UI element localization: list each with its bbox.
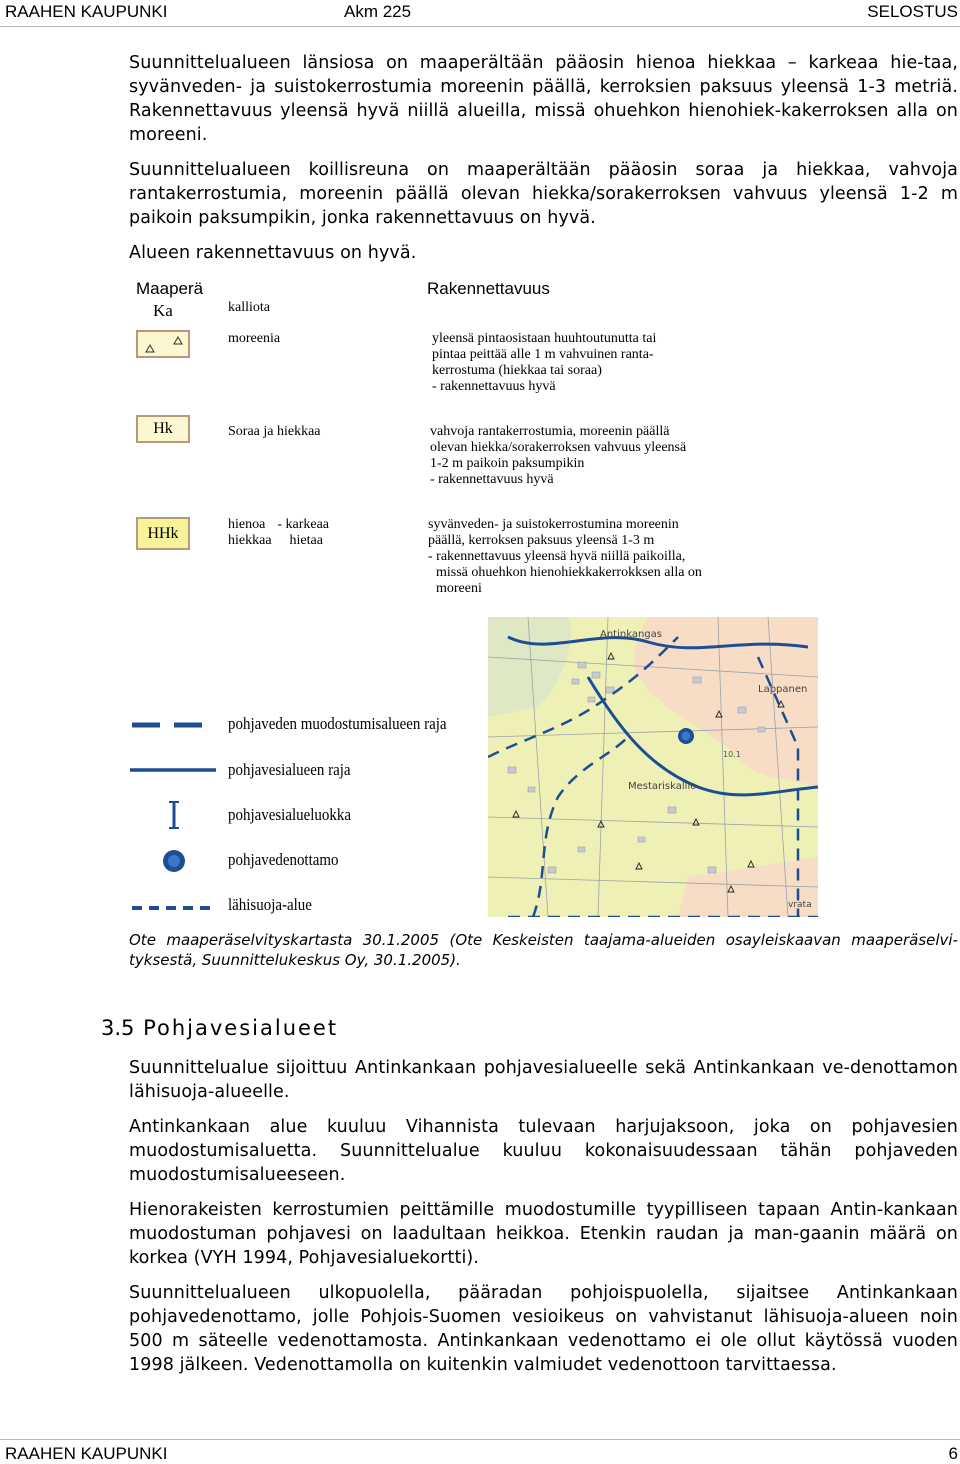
paragraph-northeast-soil: Suunnittelualueen koillisreuna on maaperältään pääosin soraa ja hiekkaa, vahvoja rantakerrostumia, moreenin päällä olevan hiekka/sorakerroksen vahvuus yleensä 1-2 m paikoin paksumpikin, jonka rakennettavuus on hyvä.	[129, 160, 958, 228]
legend-code-ka: Ka	[153, 301, 173, 320]
paragraph-groundwater-location: Suunnittelualue sijoittuu Antinkankaan pohjavesialueelle sekä Antinkankaan ve-denottamon lähisuoja-alueelle.	[129, 1058, 958, 1102]
paragraph-west-soil: Suunnittelualueen länsiosa on maaperältään pääosin hienoa hiekkaa – karkeaa hie-taa, syvänveden- ja suistokerrostumia moreenin päällä, kerroksien paksuus yleensä 1-3 metriä. Rakennettavuus yleensä hyvä niillä alueilla, missä ohuehkon hienohiek-kakerroksen alla on moreeni.	[129, 53, 958, 145]
groundwater-legend-label: pohjavesialueen raja	[228, 760, 351, 779]
triangle-symbols-icon	[138, 332, 188, 356]
paragraph-water-quality: Hienorakeisten kerrostumien peittämille muodostumille tyypilliseen tapaan Antin-kankaan muodostuman pohjavesi on laadultaan heikkoa. Etenkin raudan ja man-gaanin määrä on korkea (VYH 1994, Pohjavesialuekortti).	[129, 1200, 958, 1268]
section-heading	[101, 1016, 338, 1040]
legend-text-hhk: syvänveden- ja suistokerrostumina moreenin päällä, kerroksen paksuus yleensä 1-3 m - rakennettavuus yleensä hyvä niillä paikoilla, missä ohuehkon hienohiekkakerrokksen alla on moreeni	[428, 517, 702, 596]
legend-text-moreeni: yleensä pintaosistaan huuhtoutunutta tai pintaa peittää alle 1 m vahvuinen ranta- kerrostuma (hiekkaa tai soraa) - rakennettavuus hyvä	[432, 331, 657, 394]
groundwater-legend-symbols	[128, 700, 224, 920]
class-bar-icon	[169, 802, 179, 828]
groundwater-legend-label: pohjavesialueluokka	[228, 805, 351, 824]
groundwater-legend-label: pohjaveden muodostumisalueen raja	[228, 714, 447, 733]
figure-caption: Ote maaperäselvityskartasta 30.1.2005 (Ote Keskeisten taajama-alueiden osayleiskaavan maaperäselvi-tyksestä, Suunnittelukeskus Oy, 30.1.2005).	[129, 931, 958, 969]
hhk-swatch: HHk	[136, 517, 190, 550]
page-number: 6	[948, 1444, 958, 1463]
legend-label-ka: kalliota	[228, 300, 270, 315]
section-title: Pohjavesialueet	[143, 1016, 339, 1040]
legend-label-moreeni: moreenia	[228, 331, 281, 346]
groundwater-legend-label: pohjavedenottamo	[228, 850, 339, 869]
map-label: 10.1	[723, 750, 741, 759]
soil-map	[488, 617, 818, 917]
groundwater-legend-label: lähisuoja-alue	[228, 895, 312, 914]
map-label: Lappanen	[758, 684, 808, 695]
paragraph-ridge: Antinkankaan alue kuuluu Vihannista tulevaan harjujaksoon, joka on pohjavesien muodostumisaluetta. Suunnittelualue kuuluu kokonaisuudessaan tähän pohjaveden muodostumisalueeseen.	[129, 1117, 958, 1185]
header-document-id: Akm 225	[344, 2, 412, 21]
section-number: 3.5	[101, 1016, 135, 1040]
legend-heading-soil: Maaperä	[136, 279, 204, 298]
legend-label-hhk: hienoa - karkeaa hiekkaa hietaa	[228, 517, 330, 548]
header-section: SELOSTUS	[867, 2, 958, 21]
header-organization: RAAHEN KAUPUNKI	[5, 2, 168, 21]
legend-text-hk: vahvoja rantakerrostumia, moreenin päällä olevan hiekka/sorakerroksen vahvuus yleensä 1-2 m paikoin paksumpikin - rakennettavuus hyvä	[430, 424, 687, 487]
paragraph-water-intake: Suunnittelualueen ulkopuolella, pääradan pohjoispuolella, sijaitsee Antinkankaan pohjavedenottamo, jolle Pohjois-Suomen vesioikeus on vahvistanut lähisuoja-alueen noin 500 m säteelle vedenottamosta. Antinkankaan vedenottamo ei ole ollut käytössä vuoden 1998 jälkeen. Vedenottamolla on kuitenkin valmiudet vedenottoon tarvittaessa.	[129, 1283, 958, 1375]
legend-heading-buildability: Rakennettavuus	[427, 279, 550, 298]
map-label: Mestariskallio	[628, 781, 697, 792]
moreeni-swatch	[136, 330, 190, 358]
water-intake-icon	[163, 850, 185, 872]
legend-label-hk: Soraa ja hiekkaa	[228, 424, 321, 439]
paragraph-buildability: Alueen rakennettavuus on hyvä.	[129, 243, 417, 263]
page-header	[0, 0, 960, 27]
hk-swatch: Hk	[136, 415, 190, 443]
footer-organization: RAAHEN KAUPUNKI	[5, 1444, 168, 1463]
page-footer	[0, 1439, 960, 1464]
map-label: vrata	[788, 900, 812, 910]
map-label: Antinkangas	[600, 629, 662, 640]
